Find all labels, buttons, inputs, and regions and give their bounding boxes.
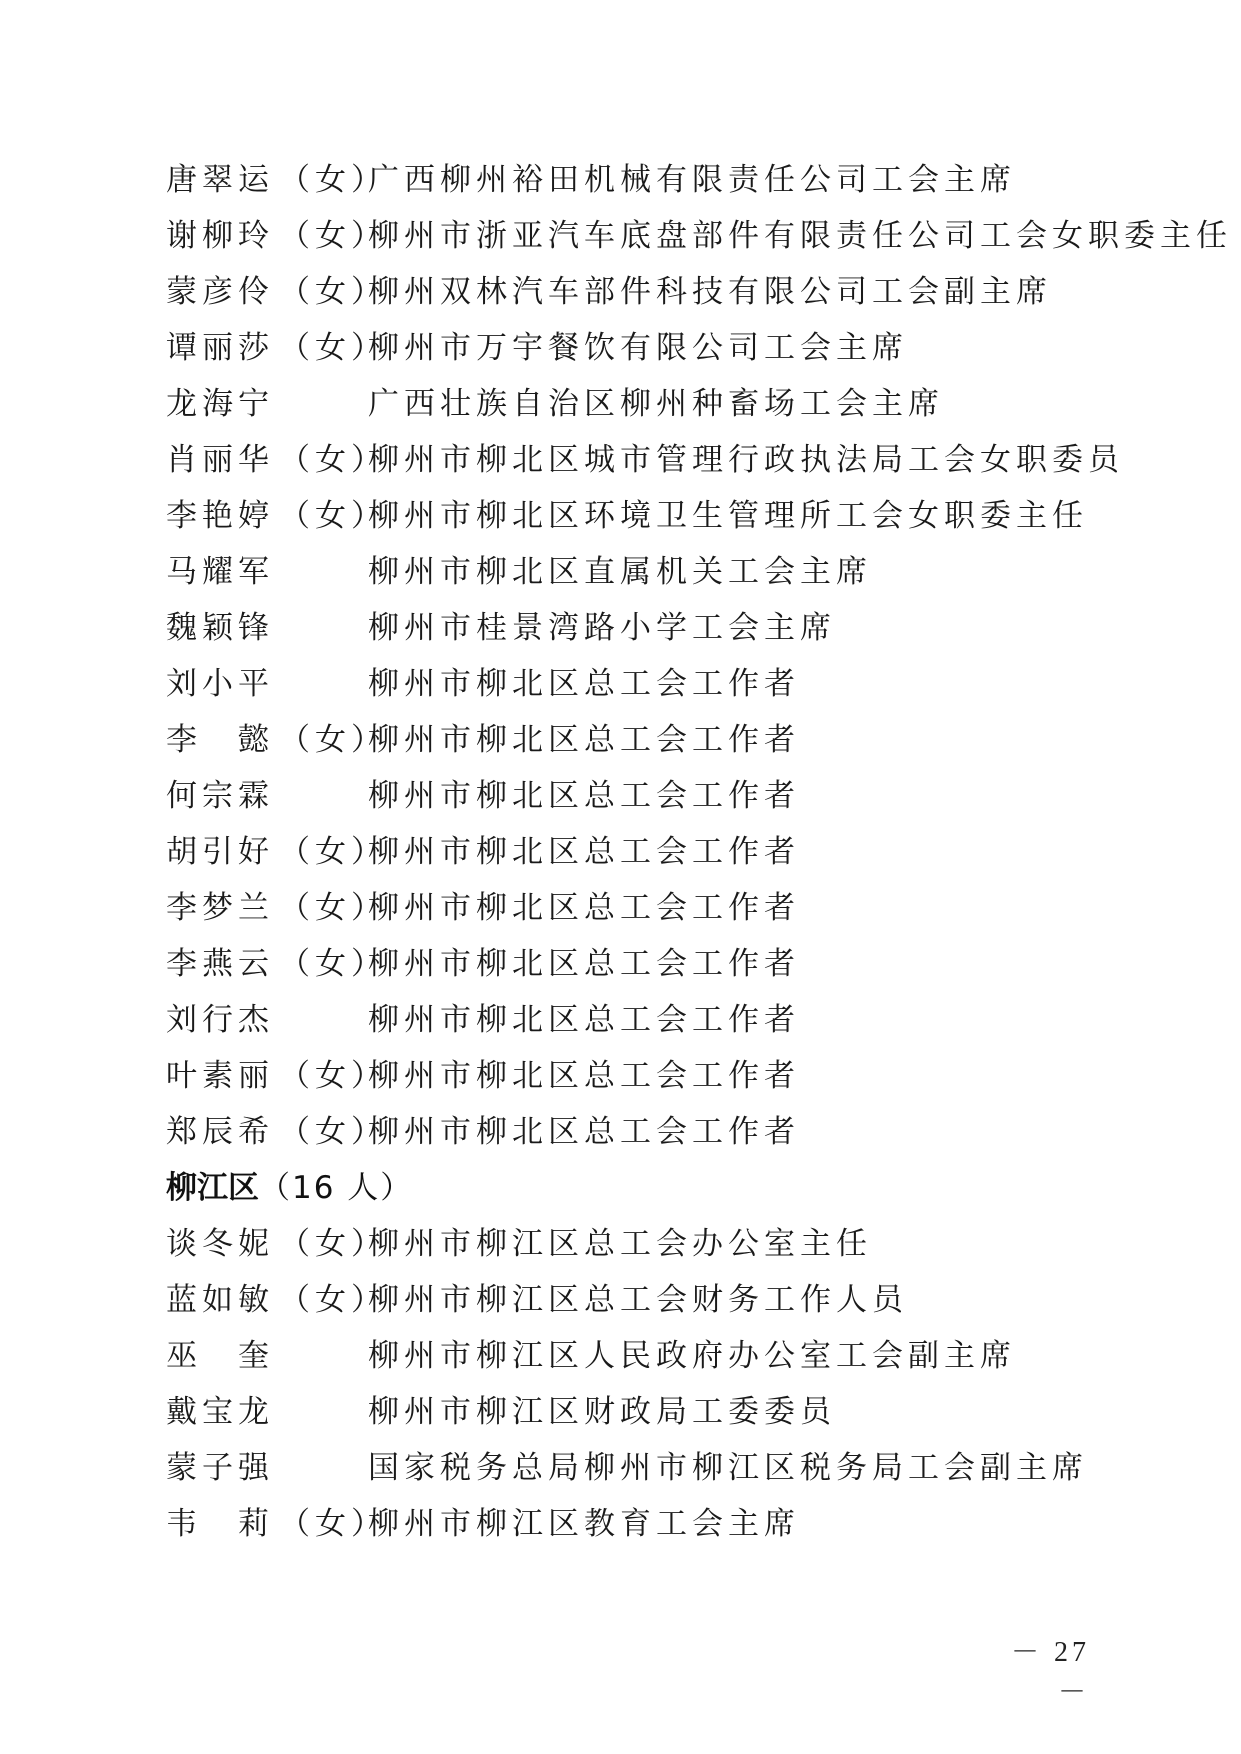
member-name: 胡引好 (166, 834, 274, 870)
section-heading-liujiang (166, 1160, 1126, 1216)
member-gender: （女） (279, 162, 387, 198)
member-row (166, 208, 1232, 264)
member-name: 巫 奎 (166, 1338, 274, 1374)
member-name: 龙海宁 (166, 386, 274, 422)
member-name: 马耀军 (166, 554, 274, 590)
member-organization: 柳州市柳江区总工会财务工作人员 (368, 1282, 908, 1318)
member-name: 何宗霖 (166, 778, 274, 814)
member-row (166, 1328, 1126, 1384)
member-name: 刘小平 (166, 666, 274, 702)
member-row (166, 432, 1126, 488)
member-name: 谢柳玲 (166, 218, 274, 254)
member-gender: （女） (279, 1282, 387, 1318)
member-gender: （女） (279, 498, 387, 534)
member-row (166, 376, 1126, 432)
member-gender: （女） (279, 1058, 387, 1094)
member-organization: 柳州市柳北区总工会工作者 (368, 834, 800, 870)
member-gender: （女） (279, 1114, 387, 1150)
member-organization: 柳州市柳江区总工会办公室主任 (368, 1226, 872, 1262)
member-row (166, 1496, 1126, 1552)
member-name: 李艳婷 (166, 498, 274, 534)
member-organization: 柳州市柳北区总工会工作者 (368, 890, 800, 926)
member-gender: （女） (279, 274, 387, 310)
member-name: 肖丽华 (166, 442, 274, 478)
member-organization: 广西柳州裕田机械有限责任公司工会主席 (368, 162, 1016, 198)
member-row (166, 600, 1126, 656)
member-organization: 柳州市柳北区总工会工作者 (368, 1058, 800, 1094)
liubei-member-group (166, 152, 1232, 1160)
member-row (166, 824, 1126, 880)
member-organization: 柳州市柳北区直属机关工会主席 (368, 554, 872, 590)
member-name: 谈冬妮 (166, 1226, 274, 1262)
member-organization: 柳州市柳江区财政局工委委员 (368, 1394, 836, 1430)
member-organization: 柳州市柳北区总工会工作者 (368, 1002, 800, 1038)
member-row (166, 656, 1126, 712)
member-gender: （女） (279, 218, 387, 254)
member-row (166, 1048, 1126, 1104)
member-name: 蓝如敏 (166, 1282, 274, 1318)
member-row (166, 1384, 1126, 1440)
member-gender: （女） (279, 1226, 387, 1262)
member-name: 谭丽莎 (166, 330, 274, 366)
member-gender: （女） (279, 946, 387, 982)
section-count: （16 人） (259, 1170, 414, 1206)
member-organization: 柳州市柳北区城市管理行政执法局工会女职委员 (368, 442, 1124, 478)
section-title: 柳江区 (166, 1170, 259, 1206)
member-row (166, 1440, 1126, 1496)
member-organization: 柳州市柳北区总工会工作者 (368, 722, 800, 758)
member-organization: 柳州市万宇餐饮有限公司工会主席 (368, 330, 908, 366)
member-organization: 广西壮族自治区柳州种畜场工会主席 (368, 386, 944, 422)
member-list (166, 152, 1232, 1552)
page-number: － 27 － (1010, 1637, 1090, 1708)
member-row (166, 152, 1126, 208)
member-organization: 柳州市柳北区环境卫生管理所工会女职委主任 (368, 498, 1088, 534)
member-organization: 柳州市浙亚汽车底盘部件有限责任公司工会女职委主任 (368, 218, 1232, 254)
member-organization: 国家税务总局柳州市柳江区税务局工会副主席 (368, 1450, 1088, 1486)
member-organization: 柳州市柳江区人民政府办公室工会副主席 (368, 1338, 1016, 1374)
member-row (166, 1216, 1126, 1272)
member-organization: 柳州市柳北区总工会工作者 (368, 778, 800, 814)
member-name: 刘行杰 (166, 1002, 274, 1038)
member-row (166, 768, 1126, 824)
member-organization: 柳州双林汽车部件科技有限公司工会副主席 (368, 274, 1052, 310)
member-gender: （女） (279, 890, 387, 926)
member-name: 郑辰希 (166, 1114, 274, 1150)
member-organization: 柳州市桂景湾路小学工会主席 (368, 610, 836, 646)
member-name: 蒙子强 (166, 1450, 274, 1486)
member-organization: 柳州市柳北区总工会工作者 (368, 666, 800, 702)
member-row (166, 264, 1126, 320)
member-row (166, 1104, 1126, 1160)
member-row (166, 712, 1126, 768)
member-row (166, 488, 1126, 544)
member-name: 戴宝龙 (166, 1394, 274, 1430)
member-row (166, 936, 1126, 992)
member-row (166, 992, 1126, 1048)
member-organization: 柳州市柳北区总工会工作者 (368, 946, 800, 982)
member-row (166, 320, 1126, 376)
member-row (166, 1272, 1126, 1328)
member-organization: 柳州市柳江区教育工会主席 (368, 1506, 800, 1542)
member-name: 蒙彦伶 (166, 274, 274, 310)
member-gender: （女） (279, 722, 387, 758)
member-name: 李 懿 (166, 722, 274, 758)
member-name: 魏颖锋 (166, 610, 274, 646)
member-row (166, 544, 1126, 600)
member-gender: （女） (279, 834, 387, 870)
member-name: 唐翠运 (166, 162, 274, 198)
member-name: 李梦兰 (166, 890, 274, 926)
member-organization: 柳州市柳北区总工会工作者 (368, 1114, 800, 1150)
member-gender: （女） (279, 1506, 387, 1542)
liujiang-member-group (166, 1216, 1126, 1552)
member-name: 李燕云 (166, 946, 274, 982)
member-gender: （女） (279, 442, 387, 478)
member-row (166, 880, 1126, 936)
member-name: 叶素丽 (166, 1058, 274, 1094)
member-name: 韦 莉 (166, 1506, 274, 1542)
member-gender: （女） (279, 330, 387, 366)
